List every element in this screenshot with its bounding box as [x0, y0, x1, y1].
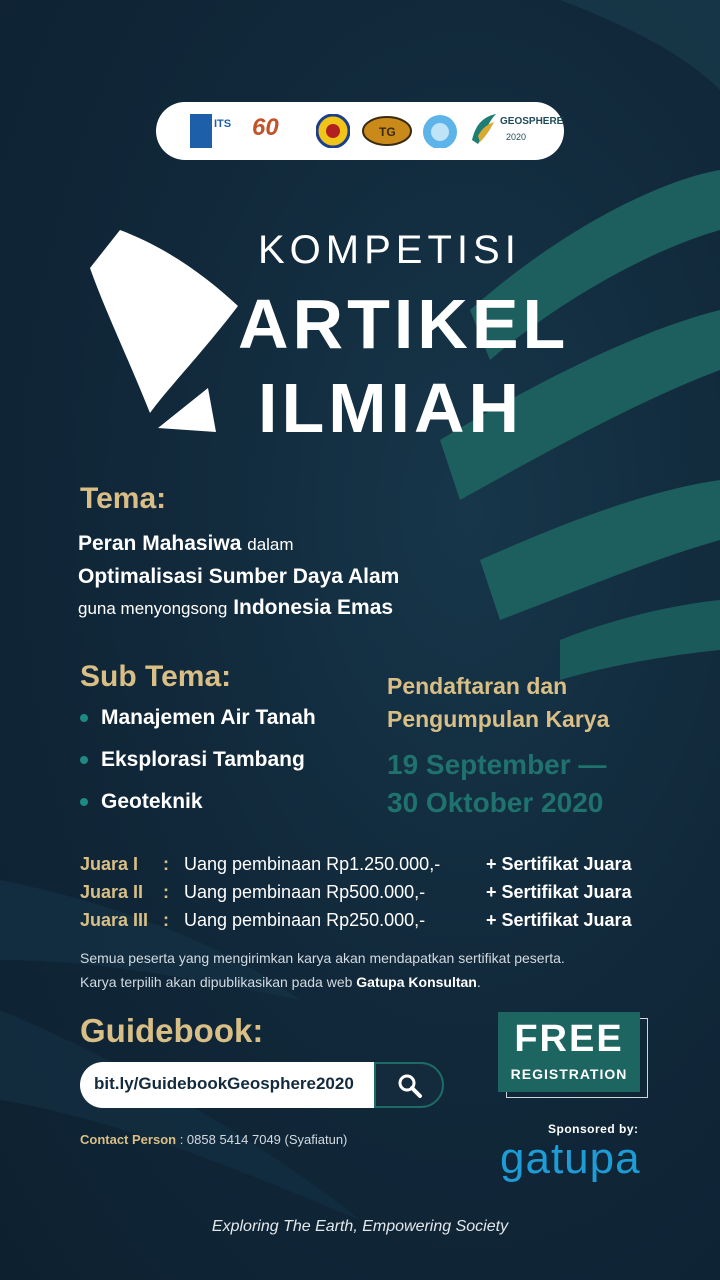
- subtema-title: Sub Tema:: [80, 660, 232, 693]
- department-logo: [316, 114, 350, 148]
- water-logo: [422, 114, 458, 148]
- sixty-anniversary-logo: 60: [252, 114, 279, 141]
- registration-text: REGISTRATION: [510, 1066, 628, 1082]
- tema-title: Tema:: [80, 482, 167, 515]
- geosphere-bird-logo: [468, 110, 498, 144]
- guidebook-title: Guidebook:: [80, 1012, 264, 1049]
- prize-extra: + Sertifikat Juara: [486, 854, 632, 874]
- free-text: FREE: [514, 1018, 624, 1060]
- contact-label: Contact Person: [80, 1132, 177, 1147]
- note-line-2-c: .: [476, 974, 481, 990]
- prize-rank: Juara I: [80, 854, 139, 874]
- prize-desc: Uang pembinaan Rp500.000,-: [184, 882, 426, 902]
- tema-l1-bold: Peran Mahasiwa: [78, 532, 242, 555]
- tema-line-2: [78, 561, 399, 593]
- tema-l3-thin: guna menyongsong: [78, 599, 228, 618]
- tagline: Exploring The Earth, Empowering Society: [211, 1218, 509, 1235]
- logo-bar: [156, 102, 564, 160]
- subtema-item: Manajemen Air Tanah: [101, 706, 316, 729]
- bullet-icon: [80, 798, 88, 806]
- prize-rank: Juara III: [80, 910, 149, 930]
- tema-l1-thin: dalam: [247, 535, 294, 554]
- bullet-icon: [80, 756, 88, 764]
- bullet-icon: [80, 714, 88, 722]
- heading-ilmiah: ILMIAH: [258, 369, 524, 447]
- heading-artikel: ARTIKEL: [238, 285, 570, 363]
- note-line-2-a: Karya terpilih akan dipublikasikan pada web: [80, 974, 353, 990]
- search-icon: [398, 1074, 422, 1098]
- tema-l3-bold: Indonesia Emas: [233, 596, 394, 619]
- prize-desc: Uang pembinaan Rp250.000,-: [184, 910, 426, 930]
- prize-extra: + Sertifikat Juara: [486, 910, 632, 930]
- tema-l2-bold: Optimalisasi Sumber Daya Alam: [78, 565, 400, 588]
- subtema-item: Geoteknik: [101, 790, 203, 813]
- prize-rank: Juara II: [80, 882, 144, 902]
- search-button[interactable]: [374, 1062, 444, 1108]
- contact-value: : 0858 5414 7049 (Syafiatun): [179, 1132, 348, 1147]
- prize-colon: :: [163, 910, 169, 930]
- gatupa-konsultan-link: Gatupa Konsultan: [356, 974, 477, 990]
- tema-line-3: [78, 592, 393, 625]
- registration-date-2: 30 Oktober 2020: [387, 787, 604, 818]
- heading-kompetisi: KOMPETISI: [258, 228, 521, 272]
- tema-line-1: [78, 528, 294, 561]
- sponsored-by-label: Sponsored by:: [548, 1122, 639, 1136]
- geosphere-logo-year: 2020: [506, 132, 527, 142]
- registration-line-2: Pengumpulan Karya: [387, 706, 610, 732]
- sponsor-logo-gatupa: gatupa: [500, 1134, 641, 1183]
- prize-extra: + Sertifikat Juara: [486, 882, 632, 902]
- its-logo: [190, 114, 212, 148]
- registration-line-1: Pendaftaran dan: [387, 673, 568, 699]
- geosphere-logo-text: GEOSPHERE: [500, 116, 564, 127]
- kite-shape: [88, 228, 248, 438]
- its-logo-text: ITS: [214, 118, 232, 130]
- contact-person: [80, 1132, 347, 1147]
- prize-colon: :: [163, 882, 169, 902]
- prize-colon: :: [163, 854, 169, 874]
- guidebook-url-text[interactable]: bit.ly/GuidebookGeosphere2020: [94, 1074, 354, 1093]
- note-line-1: Semua peserta yang mengirimkan karya akan mendapatkan sertifikat peserta.: [80, 950, 565, 966]
- subtema-item: Eksplorasi Tambang: [101, 748, 305, 771]
- registration-date-1: 19 September —: [387, 749, 607, 780]
- note-line-2: [80, 970, 481, 994]
- association-logo: [362, 116, 412, 150]
- svg-text:TG: TG: [379, 125, 396, 139]
- prize-desc: Uang pembinaan Rp1.250.000,-: [184, 854, 441, 874]
